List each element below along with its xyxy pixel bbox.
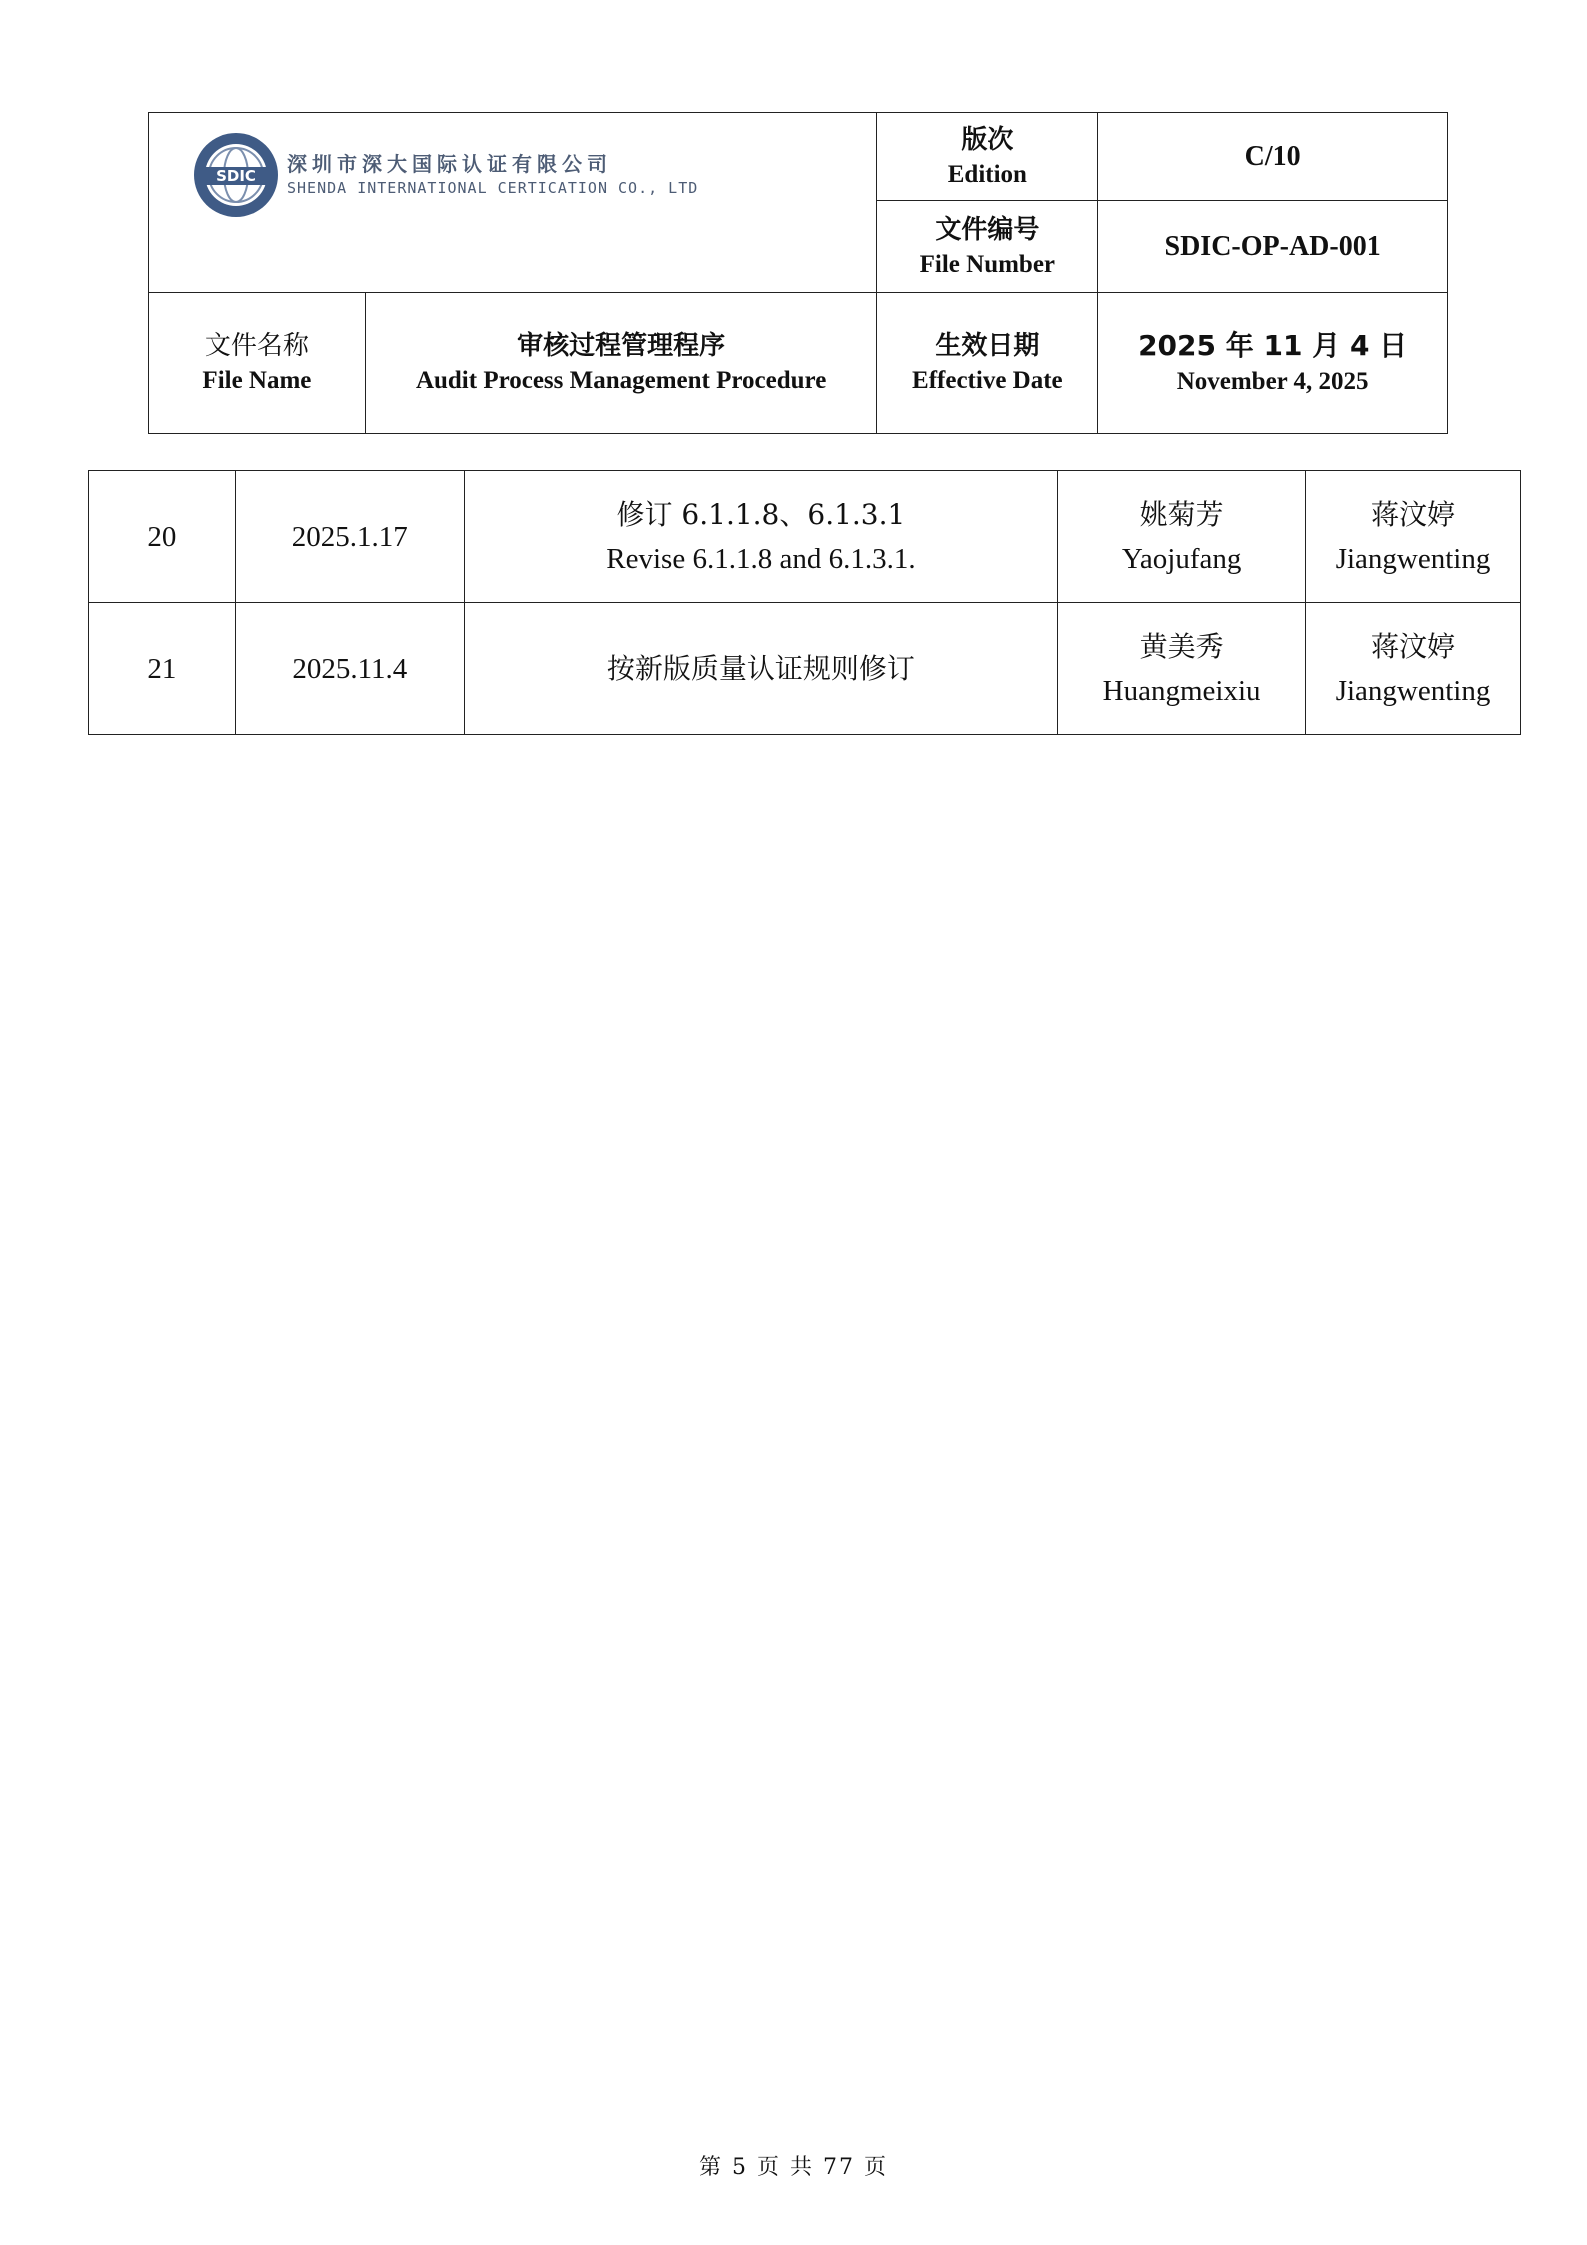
company-logo-icon xyxy=(191,130,281,220)
table-row xyxy=(89,603,1521,735)
revision-approver: 蒋汶婷 Jiangwenting xyxy=(1306,603,1521,735)
revision-approver: 蒋汶婷 Jiangwenting xyxy=(1306,471,1521,603)
revision-editor: 黄美秀 Huangmeixiu xyxy=(1058,603,1306,735)
revision-content: 修订 6.1.1.8、6.1.3.1 Revise 6.1.1.8 and 6.1.3.1. xyxy=(464,471,1057,603)
file-name-value: 审核过程管理程序 Audit Process Management Procedure xyxy=(365,293,877,434)
revision-no: 20 xyxy=(89,471,236,603)
edition-label: 版次 Edition xyxy=(877,113,1098,201)
svg-text:SDIC: SDIC xyxy=(216,166,256,185)
revision-date: 2025.11.4 xyxy=(235,603,464,735)
file-number-label: 文件编号 File Number xyxy=(877,201,1098,293)
page-number-footer: 第 5 页 共 77 页 xyxy=(699,2155,888,2180)
revision-content: 按新版质量认证规则修订 xyxy=(464,603,1057,735)
company-name-zh: 深圳市深大国际认证有限公司 xyxy=(287,151,612,176)
revision-history-table xyxy=(88,470,1521,735)
effective-date-label: 生效日期 Effective Date xyxy=(877,293,1098,434)
company-name-en: SHENDA INTERNATIONAL CERTICATION CO., LTD xyxy=(287,178,699,197)
revision-editor: 姚菊芳 Yaojufang xyxy=(1058,471,1306,603)
table-row xyxy=(89,471,1521,603)
company-logo-cell xyxy=(149,113,877,293)
revision-no: 21 xyxy=(89,603,236,735)
document-header-table xyxy=(148,112,1448,434)
revision-date: 2025.1.17 xyxy=(235,471,464,603)
file-number-value: SDIC-OP-AD-001 xyxy=(1098,201,1448,293)
effective-date-value: 2025 年 11 月 4 日 November 4, 2025 xyxy=(1098,293,1448,434)
edition-value: C/10 xyxy=(1098,113,1448,201)
file-name-label: 文件名称 File Name xyxy=(149,293,366,434)
